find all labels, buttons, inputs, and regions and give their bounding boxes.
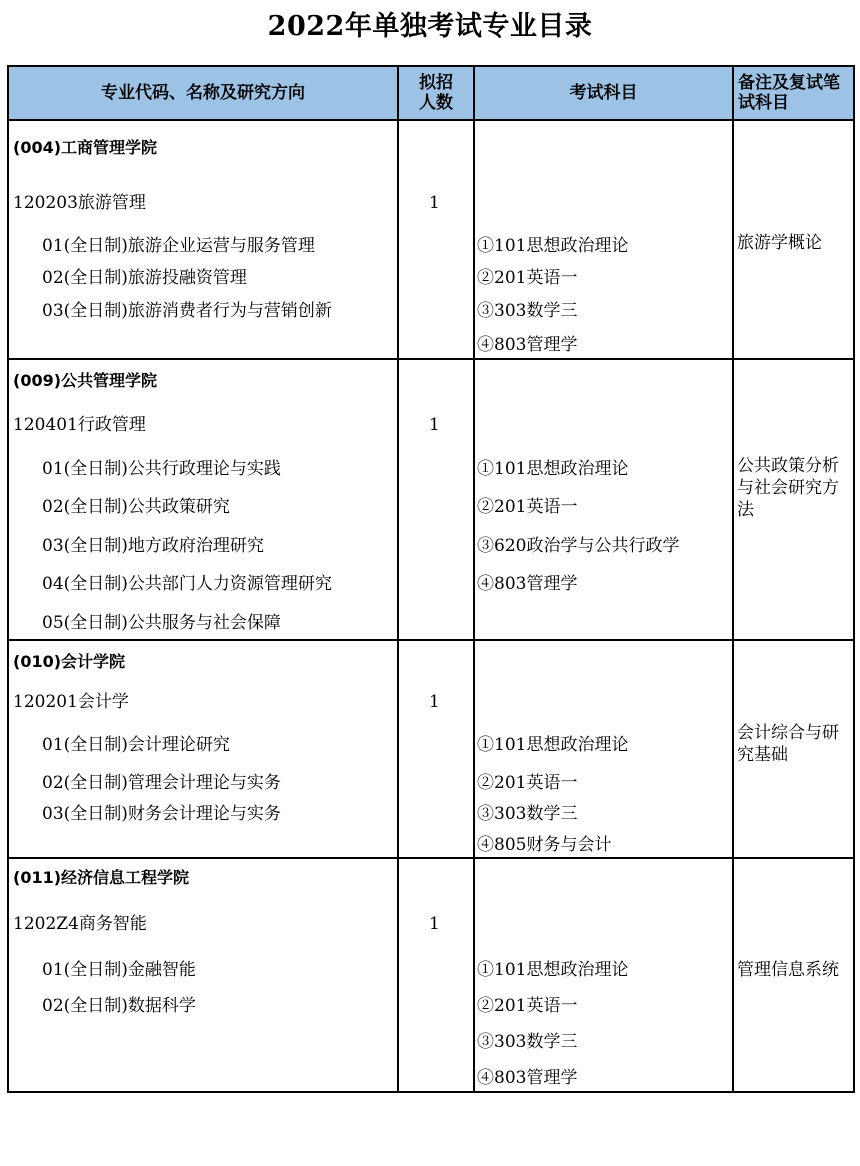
exam-item: ③620政治学与公共行政学: [477, 536, 680, 556]
major-name: 120203旅游管理: [13, 193, 146, 213]
header-quota: 拟招人数: [419, 73, 453, 113]
direction-item: 02(全日制)公共政策研究: [42, 497, 230, 517]
direction-item: 03(全日制)财务会计理论与实务: [42, 804, 281, 824]
direction-item: 02(全日制)数据科学: [42, 996, 196, 1016]
dept-name: (011)经济信息工程学院: [13, 868, 190, 887]
exam-item: ④803管理学: [477, 335, 578, 355]
row-divider: [9, 119, 853, 121]
header-major: 专业代码、名称及研究方向: [101, 83, 305, 103]
direction-item: 03(全日制)地方政府治理研究: [42, 536, 264, 556]
row-divider: [9, 639, 853, 641]
direction-item: 01(全日制)公共行政理论与实践: [42, 459, 281, 479]
exam-item: ①101思想政治理论: [477, 960, 629, 980]
dept-name: (010)会计学院: [13, 652, 126, 671]
exam-item: ④805财务与会计: [477, 835, 612, 855]
note-text: 公共政策分析与社会研究方法: [737, 456, 839, 520]
note-text: 管理信息系统: [737, 960, 839, 980]
quota-value: 1: [429, 193, 440, 213]
note-text: 旅游学概论: [737, 233, 822, 253]
quota-value: 1: [429, 914, 440, 934]
exam-item: ②201英语一: [477, 996, 578, 1016]
major-name: 120401行政管理: [13, 415, 146, 435]
major-name: 120201会计学: [13, 692, 129, 712]
direction-item: 05(全日制)公共服务与社会保障: [42, 613, 281, 633]
direction-item: 03(全日制)旅游消费者行为与营销创新: [42, 301, 332, 321]
direction-item: 01(全日制)旅游企业运营与服务管理: [42, 236, 315, 256]
quota-value: 1: [429, 415, 440, 435]
col-divider: [732, 67, 734, 1091]
header-exam: 考试科目: [569, 83, 638, 103]
exam-item: ③303数学三: [477, 301, 578, 321]
exam-item: ④803管理学: [477, 1068, 578, 1088]
direction-item: 02(全日制)旅游投融资管理: [42, 268, 247, 288]
page-title: 2022年单独考试专业目录: [267, 11, 593, 42]
row-divider: [9, 857, 853, 859]
dept-name: (009)公共管理学院: [13, 371, 158, 390]
direction-item: 02(全日制)管理会计理论与实务: [42, 773, 281, 793]
exam-item: ①101思想政治理论: [477, 459, 629, 479]
quota-value: 1: [429, 692, 440, 712]
col-divider: [397, 67, 399, 1091]
table-header: [9, 67, 853, 119]
catalog-table: [7, 65, 855, 1093]
header-note: 备注及复试笔试科目: [738, 73, 840, 113]
exam-item: ③303数学三: [477, 804, 578, 824]
direction-item: 01(全日制)会计理论研究: [42, 735, 230, 755]
exam-item: ①101思想政治理论: [477, 735, 629, 755]
direction-item: 01(全日制)金融智能: [42, 960, 196, 980]
exam-item: ②201英语一: [477, 497, 578, 517]
exam-item: ②201英语一: [477, 773, 578, 793]
dept-name: (004)工商管理学院: [13, 138, 158, 157]
exam-item: ④803管理学: [477, 574, 578, 594]
row-divider: [9, 358, 853, 360]
col-divider: [473, 67, 475, 1091]
exam-item: ②201英语一: [477, 268, 578, 288]
exam-item: ①101思想政治理论: [477, 236, 629, 256]
note-text: 会计综合与研究基础: [737, 723, 839, 765]
major-name: 1202Z4商务智能: [13, 914, 147, 934]
exam-item: ③303数学三: [477, 1032, 578, 1052]
direction-item: 04(全日制)公共部门人力资源管理研究: [42, 574, 332, 594]
